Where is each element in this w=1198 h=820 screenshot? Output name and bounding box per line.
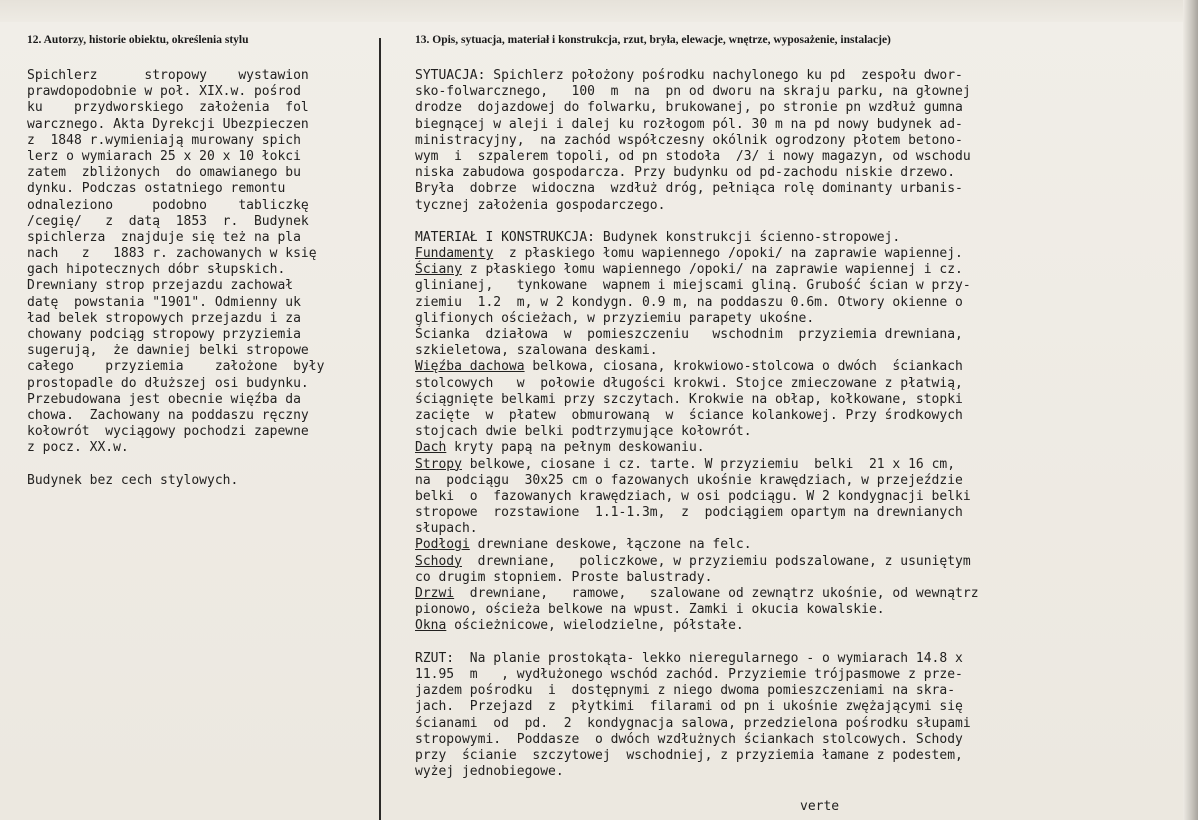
history-line: prawdopodobnie w poł. XIX.w. pośrod bbox=[27, 84, 301, 100]
paragraph-gap bbox=[415, 214, 1183, 230]
history-column bbox=[27, 68, 381, 518]
material-term: Schody bbox=[415, 553, 462, 569]
history-line: warcznego. Akta Dyrekcji Ubezpieczen bbox=[27, 116, 309, 132]
history-line: spichlerza znajduje się też na pla bbox=[27, 229, 301, 245]
material-line: stojcach dwie belki podtrzymujące kołowrót. bbox=[415, 424, 752, 440]
material-intro: MATERIAŁ I KONSTRUKCJA: Budynek konstrukcji ścienno-stropowej. bbox=[415, 229, 901, 245]
history-line: z 1848 r.wymieniają murowany spich bbox=[27, 132, 301, 148]
material-line: glinianej, tynkowane wapnem i miejscami gliną. Grubość ścian w przy- bbox=[415, 278, 971, 294]
material-term: Drzwi bbox=[415, 586, 455, 601]
material-text: drewniane, ramowe, szalowane od zewnątrz ukośnie, od wewnątrz bbox=[454, 586, 979, 601]
paragraph-gap bbox=[415, 635, 1183, 651]
sytuacja-line: SYTUACJA: Spichlerz położony pośrodku nachylonego ku pd zespołu dwor- bbox=[415, 68, 963, 83]
sytuacja-line: tycznej założenia gospodarczego. bbox=[415, 197, 666, 213]
material-item bbox=[415, 246, 1183, 262]
history-line: lerz o wymiarach 25 x 20 x 10 łokci bbox=[27, 148, 301, 164]
left-column-header: 12. Autorzy, historie obiektu, określenia stylu bbox=[27, 34, 249, 46]
material-item bbox=[415, 586, 1183, 602]
history-line: ku przydworskiego założenia fol bbox=[27, 100, 309, 116]
material-term: Stropy bbox=[415, 456, 462, 472]
sytuacja-line: biegnącej w aleji i dalej ku rozłogom pól. 30 m na pd nowy budynek ad- bbox=[415, 116, 963, 132]
rzut-line: jazdem pośrodku i dostępnymi z niego dwoma pomieszczeniami na skra- bbox=[415, 683, 956, 699]
material-line: ziemiu 1.2 m, w 2 kondygn. 0.9 m, na poddaszu 0.6m. Otwory okienne o bbox=[415, 294, 963, 310]
history-line: nach z 1883 r. zachowanych w księ bbox=[27, 246, 317, 262]
material-term: Dach bbox=[415, 440, 447, 456]
description-column bbox=[415, 68, 1183, 808]
material-item bbox=[415, 457, 1183, 473]
material-item bbox=[415, 440, 1183, 456]
material-line: zacięte w płatew obmurowaną w ściance kolankowej. Przy środkowych bbox=[415, 407, 963, 423]
history-line: chowany podciąg stropowy przyziemia bbox=[27, 327, 301, 342]
material-text: z płaskiego łomu wapiennego /opoki/ na zaprawie wapiennej. bbox=[493, 246, 963, 262]
history-line: datę powstania "1901". Odmienny uk bbox=[27, 294, 301, 310]
material-term: Więźba dachowa bbox=[415, 359, 525, 375]
material-item bbox=[415, 618, 1183, 634]
material-text: kryty papą na pełnym deskowaniu. bbox=[446, 440, 705, 456]
material-term: Fundamenty bbox=[415, 246, 494, 262]
material-item bbox=[415, 537, 1183, 553]
material-line: ściągnięte belkami przy szczytach. Krokwie na obłap, kołkowane, stopki bbox=[415, 391, 963, 407]
material-text: drewniane, policzkowe, w przyziemiu podszalowane, z usuniętym bbox=[461, 553, 971, 569]
material-text: belkowa, ciosana, krokwiowo-stolcowa o dwóch ściankach bbox=[524, 359, 963, 375]
material-line: na podciągu 30x25 cm o fazowanych ukośnie krawędziach, w przejeździe bbox=[415, 472, 963, 488]
material-term: Podłogi bbox=[415, 537, 470, 553]
history-line: całego przyziemia założone były bbox=[27, 359, 325, 375]
style-note: Budynek bez cech stylowych. bbox=[27, 472, 239, 488]
sytuacja-line: sko-folwarcznego, 100 m na pn od dworu na skraju parku, na głownej bbox=[415, 84, 971, 100]
material-item bbox=[415, 554, 1183, 570]
sytuacja-line: ministracyjny, na zachód współczesny okólnik ogrodzony płotem betono- bbox=[415, 132, 963, 148]
history-line: Drewniany strop przejazdu zachował bbox=[27, 278, 294, 294]
sytuacja-line: niska zabudowa gospodarcza. Przy budynku od pd-zachodu niskie drzewo. bbox=[415, 165, 956, 181]
history-line: dynku. Podczas ostatniego remontu bbox=[27, 181, 286, 197]
rzut-line: ścianami od pd. 2 kondygnacja salowa, przedzielona pośrodku słupami bbox=[415, 715, 971, 731]
rzut-line: RZUT: Na planie prostokąta- lekko nieregularnego - o wymiarach 14.8 x bbox=[415, 650, 963, 666]
material-line: szkieletowa, szalowana deskami. bbox=[415, 343, 658, 359]
material-text: belkowe, ciosane i cz. tarte. W przyziemiu belki 21 x 16 cm, bbox=[461, 456, 956, 472]
history-line: Przebudowana jest obecnie więźba da bbox=[27, 391, 301, 407]
sytuacja-line: Bryła dobrze widoczna wzdłuż dróg, pełniąca rolę dominanty urbanis- bbox=[415, 181, 963, 197]
history-line: z pocz. XX.w. bbox=[27, 440, 129, 456]
material-line: Ścianka działowa w pomieszczeniu wschodnim przyziemia drewniana, bbox=[415, 327, 963, 342]
material-item bbox=[415, 359, 1183, 375]
material-text: z płaskiego łomu wapiennego /opoki/ na zaprawie wapiennej i cz. bbox=[461, 262, 963, 278]
history-line: chowa. Zachowany na poddaszu ręczny bbox=[27, 407, 309, 423]
history-line: gach hipotecznych dóbr słupskich. bbox=[27, 262, 286, 278]
history-line: Spichlerz stropowy wystawion bbox=[27, 68, 309, 83]
material-line: stropowe rozstawione 1.1-1.3m, z podciągiem opartym na drewnianych bbox=[415, 505, 963, 521]
material-item bbox=[415, 262, 1183, 278]
material-term: Ściany bbox=[415, 262, 462, 278]
material-line: słupach. bbox=[415, 521, 478, 537]
history-line: zatem zbliżonych do omawianego bu bbox=[27, 165, 301, 181]
right-column-header: 13. Opis, sytuacja, materiał i konstrukcja, rzut, bryła, elewacje, wnętrze, wyposażenie, instalacje) bbox=[415, 34, 891, 46]
sytuacja-line: drodze dojazdowej do folwarku, brukowanej, po stronie pn wzdłuż gumna bbox=[415, 100, 963, 116]
rzut-line: wyżej jednobiegowe. bbox=[415, 764, 564, 780]
material-line: co drugim stopniem. Proste balustrady. bbox=[415, 569, 713, 585]
verte-note: verte bbox=[800, 799, 840, 814]
history-line: odnaleziono podobno tabliczkę bbox=[27, 197, 309, 213]
history-line: ład belek stropowych przejazdu i za bbox=[27, 310, 301, 326]
history-line: kołowrót wyciągowy pochodzi zapewne bbox=[27, 424, 309, 440]
material-line: belki o fazowanych krawędziach, w osi podciągu. W 2 kondygnacji belki bbox=[415, 488, 971, 504]
rzut-line: 11.95 m , wydłużonego wschód zachód. Przyziemie trójpasmowe z prze- bbox=[415, 666, 963, 682]
scan-top-edge bbox=[0, 0, 1198, 22]
material-line: stolcowych w połowie długości krokwi. Stojce zmieczowane z płatwią, bbox=[415, 375, 963, 391]
history-line: prostopadle do dłuższej osi budynku. bbox=[27, 375, 309, 391]
rzut-line: stropowymi. Poddasze o dwóch wzdłużnych ściankach stolcowych. Schody bbox=[415, 731, 963, 747]
material-line: glifionych ościeżach, w przyziemiu parapety ukośne. bbox=[415, 310, 815, 326]
material-line: pionowo, ościeża belkowe na wpust. Zamki i okucia kowalskie. bbox=[415, 602, 885, 618]
scan-right-edge bbox=[1183, 0, 1198, 820]
material-text: ościeżnicowe, wielodzielne, półstałe. bbox=[446, 618, 744, 634]
sytuacja-line: wym i szpalerem topoli, od pn stodoła /3/ i nowy magazyn, od wschodu bbox=[415, 148, 971, 164]
rzut-line: przy ścianie szczytowej wschodniej, z przyziemia łamane z podestem, bbox=[415, 747, 963, 763]
rzut-line: jach. Przejazd z płytkimi filarami od pn i ukośnie zwężającymi się bbox=[415, 699, 963, 715]
material-text: drewniane deskowe, łączone na felc. bbox=[469, 537, 752, 553]
material-term: Okna bbox=[415, 618, 447, 634]
history-line: sugerują, że dawniej belki stropowe bbox=[27, 343, 309, 359]
paragraph-gap bbox=[27, 457, 381, 473]
history-line: /cegię/ z datą 1853 r. Budynek bbox=[27, 213, 309, 229]
